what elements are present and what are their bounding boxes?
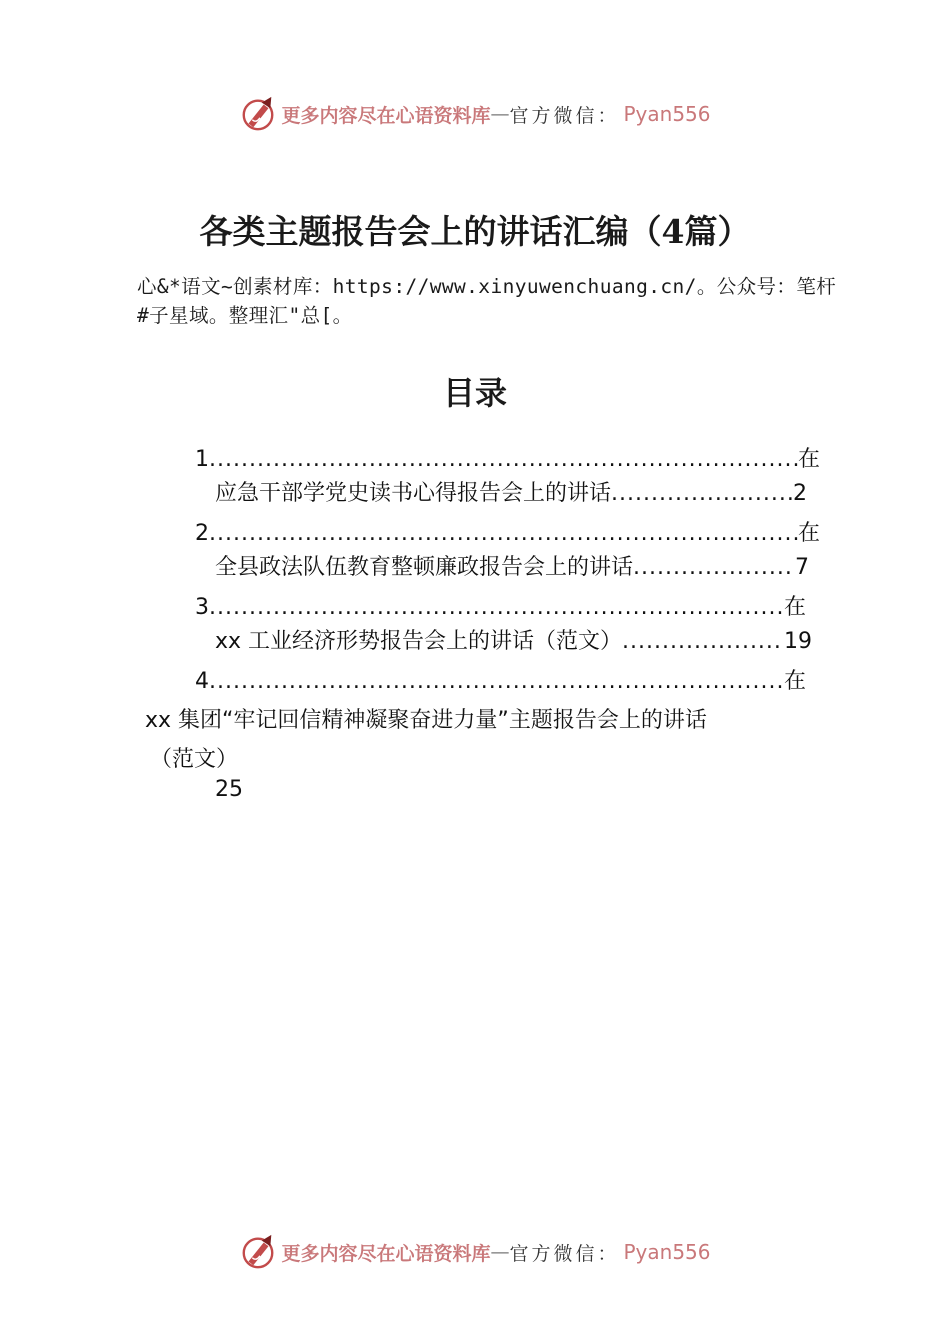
watermark-dash: — <box>490 1241 510 1263</box>
toc-entry-4-page[interactable]: 25 <box>215 777 243 802</box>
toc-entry-number: 2 <box>195 521 209 546</box>
watermark-dash: — <box>490 103 510 125</box>
header-watermark <box>0 92 950 136</box>
toc-entry-4-title-line1[interactable]: xx 集团“牢记回信精神凝聚奋进力量”主题报告会上的讲话 <box>145 708 707 733</box>
toc-entry-lead: 在 <box>783 669 806 694</box>
document-title: 各类主题报告会上的讲话汇编（4篇） <box>199 212 751 251</box>
toc-leader-dots <box>209 447 798 472</box>
toc-entry-lead: 在 <box>783 595 806 620</box>
source-line: 心&*语文~创素材库：https://www.xinyuwenchuang.cn/。公众号：笔杆#子星域。整理汇"总[。 <box>137 275 837 327</box>
watermark-brand: 更多内容尽在心语资料库 <box>281 1242 491 1265</box>
watermark-wechat-id: Pyan556 <box>623 102 711 126</box>
footer-watermark <box>0 1230 950 1274</box>
toc-entry-number: 3 <box>195 595 209 620</box>
toc-entry-page: 7 <box>795 555 809 580</box>
toc-entry-number: 1 <box>195 447 209 472</box>
toc-entry-title: 全县政法队伍教育整顿廉政报告会上的讲话 <box>215 555 634 580</box>
toc-entry-title: xx 工业经济形势报告会上的讲话（范文） <box>215 629 623 654</box>
toc-heading: 目录 <box>442 374 507 412</box>
toc-entry-lead: 在 <box>797 521 820 546</box>
toc-leader-dots <box>633 555 795 580</box>
toc-entry-1-title-line[interactable] <box>215 476 807 507</box>
toc-leader-dots <box>209 595 784 620</box>
toc-entry-2-title-line[interactable] <box>215 550 809 581</box>
toc-entry-1-lead-line[interactable] <box>195 442 820 473</box>
toc-entry-3-title-line[interactable] <box>215 624 812 655</box>
toc-leader-dots <box>622 629 784 654</box>
watermark-brand: 更多内容尽在心语资料库 <box>281 104 491 127</box>
pen-circle-logo-icon <box>239 95 277 133</box>
toc-entry-3-lead-line[interactable] <box>195 590 806 621</box>
toc-leader-dots <box>611 481 793 506</box>
toc-entry-title: 应急干部学党史读书心得报告会上的讲话 <box>215 481 612 506</box>
watermark-wechat-id: Pyan556 <box>623 1240 711 1264</box>
toc-entry-2-lead-line[interactable] <box>195 516 820 547</box>
toc-entry-number: 4 <box>195 669 209 694</box>
watermark-wechat-label: 官方微信： <box>509 1242 620 1265</box>
watermark-wechat-label: 官方微信： <box>509 104 620 127</box>
toc-entry-4-lead-line[interactable] <box>195 664 806 695</box>
toc-entry-4-title-line2[interactable]: （范文） <box>150 747 239 772</box>
toc-entry-page: 2 <box>793 481 807 506</box>
toc-leader-dots <box>209 669 784 694</box>
toc-entry-page: 19 <box>784 629 812 654</box>
pen-circle-logo-icon <box>239 1233 277 1271</box>
toc-leader-dots <box>209 521 798 546</box>
toc-entry-lead: 在 <box>797 447 820 472</box>
